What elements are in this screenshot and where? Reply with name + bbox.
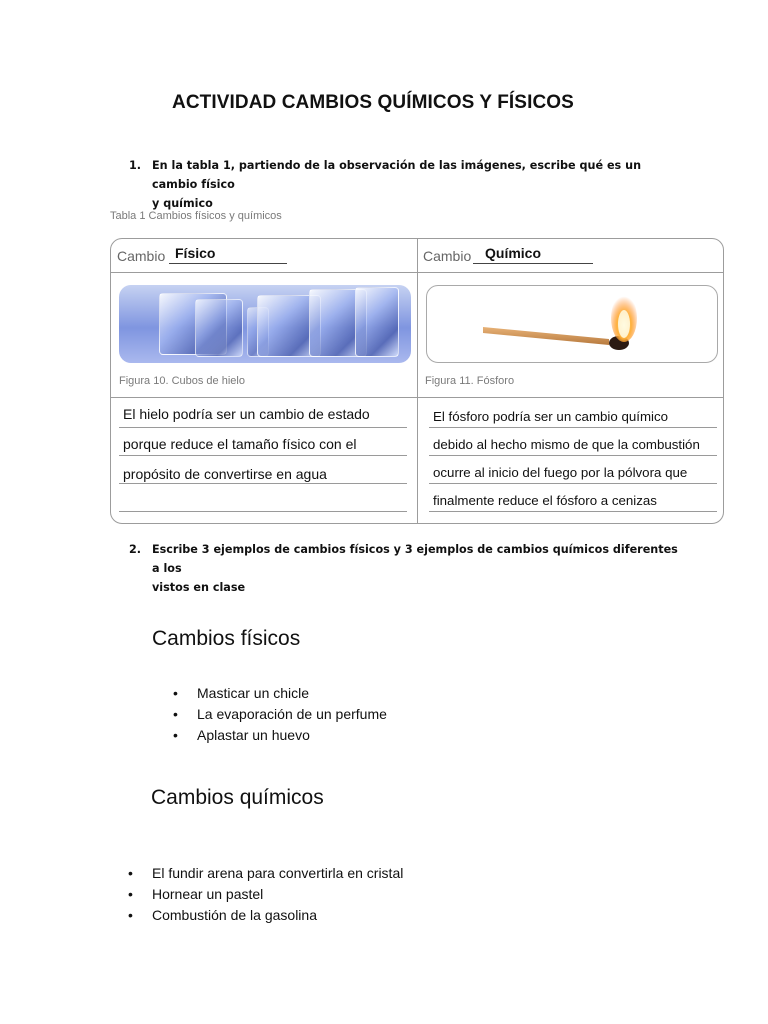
question-2	[129, 540, 689, 597]
match-icon	[427, 286, 718, 363]
match-image	[426, 285, 718, 363]
list-item: • El fundir arena para convertirla en cristal	[128, 863, 403, 884]
left-answer-text-1[interactable]: El hielo podría ser un cambio de estado	[123, 406, 370, 422]
page-title: ACTIVIDAD CAMBIOS QUÍMICOS Y FÍSICOS	[172, 92, 574, 113]
right-answer-lines	[429, 403, 717, 523]
right-cambio-value[interactable]: Químico	[485, 245, 542, 261]
left-answer-rule	[119, 455, 407, 456]
right-figure-caption: Figura 11. Fósforo	[425, 375, 515, 387]
right-answer-text-4[interactable]: finalmente reduce el fósforo a cenizas	[433, 493, 657, 508]
changes-table	[110, 238, 724, 524]
ice-cube	[355, 287, 399, 357]
right-answer-rule	[429, 427, 717, 428]
question-1-line-2: y químico	[152, 197, 213, 210]
chemical-changes-heading: Cambios químicos	[151, 786, 324, 809]
right-answer-text-3[interactable]: ocurre al inicio del fuego por la pólvora que	[433, 465, 688, 480]
table-caption: Tabla 1 Cambios físicos y químicos	[110, 210, 282, 222]
left-cambio-label: Cambio	[117, 248, 166, 264]
right-answer-rule	[429, 511, 717, 512]
left-answer-rule	[119, 427, 407, 428]
left-answer-rule	[119, 511, 407, 512]
table-divider-vertical	[417, 239, 418, 523]
right-cambio-underline	[473, 263, 593, 264]
question-2-line-1: Escribe 3 ejemplos de cambios físicos y 3 ejemplos de cambios químicos diferentes a los	[152, 543, 678, 575]
chemical-changes-list	[128, 863, 403, 926]
right-answer-text-1[interactable]: El fósforo podría ser un cambio químico	[433, 409, 669, 424]
list-item: • Combustión de la gasolina	[128, 905, 403, 926]
left-figure-caption: Figura 10. Cubos de hielo	[119, 375, 245, 387]
question-1-line-1: En la tabla 1, partiendo de la observación de las imágenes, escribe qué es un cambio físico	[152, 159, 642, 191]
ice-cubes-image	[119, 285, 411, 363]
right-header-cell	[418, 239, 724, 273]
table-divider-image	[111, 397, 723, 398]
list-item: • Hornear un pastel	[128, 884, 403, 905]
left-answer-text-3[interactable]: propósito de convertirse en agua	[123, 466, 327, 482]
right-answer-text-2[interactable]: debido al hecho mismo de que la combustión	[433, 437, 700, 452]
list-item: • Aplastar un huevo	[173, 725, 387, 746]
left-header-cell	[111, 239, 417, 273]
list-item: • La evaporación de un perfume	[173, 704, 387, 725]
question-1-number: 1.	[129, 159, 142, 172]
question-2-line-2: vistos en clase	[152, 581, 246, 594]
left-answer-text-2[interactable]: porque reduce el tamaño físico con el	[123, 436, 357, 452]
physical-changes-list	[173, 683, 387, 746]
list-item: • Masticar un chicle	[173, 683, 387, 704]
right-cambio-label: Cambio	[423, 248, 472, 264]
ice-cube	[195, 299, 243, 357]
right-answer-rule	[429, 455, 717, 456]
right-answer-rule	[429, 483, 717, 484]
physical-changes-heading: Cambios físicos	[152, 627, 301, 650]
left-answer-lines	[119, 403, 407, 523]
question-2-number: 2.	[129, 543, 142, 556]
left-cambio-value[interactable]: Físico	[175, 245, 216, 261]
question-1	[129, 156, 689, 213]
left-answer-rule	[119, 483, 407, 484]
left-cambio-underline	[169, 263, 287, 264]
